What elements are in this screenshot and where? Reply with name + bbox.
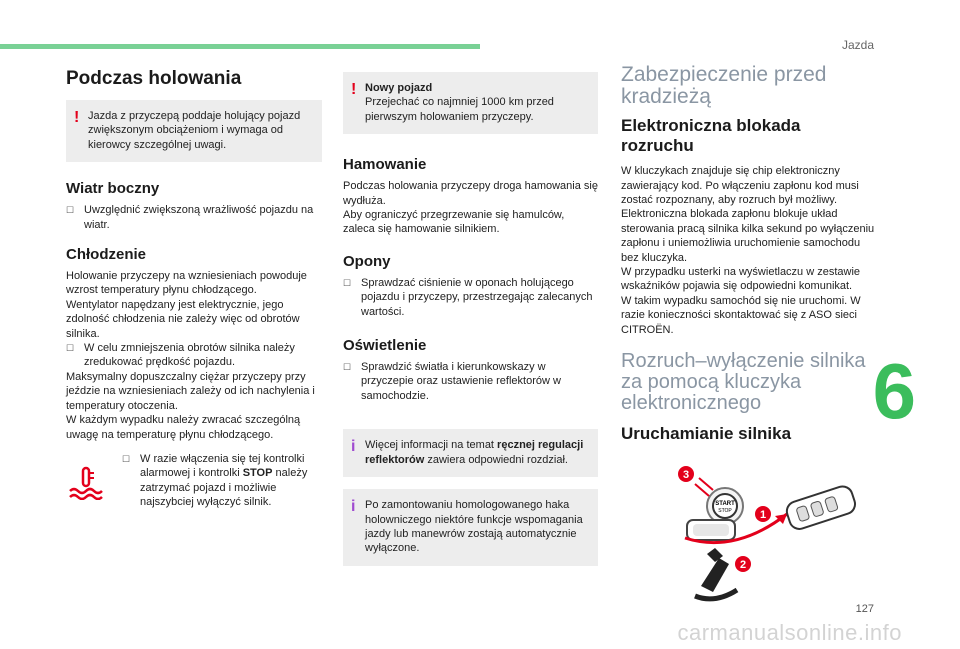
- cooling-paragraph-1: Holowanie przyczepy na wzniesieniach powoduje wzrost temperatury płynu chłodzącego.: [66, 270, 307, 297]
- column-3: [621, 64, 875, 452]
- lighting-bullet: ☐ Sprawdzić światła i kierunkowskazy w przyczepie oraz ustawienie reflektorów w samochodzie.: [343, 361, 561, 402]
- info-icon: i: [351, 498, 356, 516]
- cooling-paragraph-2: Wentylator napędzany jest elektrycznie, jego zdolność chłodzenia nie zależy więc od obrotów silnika.: [66, 298, 300, 340]
- cooling-paragraph-4: W każdym wypadku należy zwracać szczególną uwagę na temperaturę płynu chłodzącego.: [66, 414, 301, 441]
- cooling-bullet: ☐ W celu zmniejszenia obrotów silnika należy zredukować prędkość pojazdu.: [66, 342, 295, 369]
- keyless-start-illustration: [675, 458, 865, 608]
- braking-paragraph-2: Aby ograniczyć przegrzewanie się hamulców, zaleca się hamowanie silnikiem.: [343, 209, 565, 236]
- anti-theft-title: Zabezpieczenie przed kradzieżą: [621, 63, 827, 109]
- bullet-square-icon: ☐: [66, 343, 75, 354]
- watermark: carmanualsonline.info: [677, 620, 902, 645]
- page-number: 127: [855, 603, 874, 615]
- cooling-heading: Chłodzenie: [66, 246, 147, 264]
- bullet-square-icon: ☐: [343, 362, 352, 373]
- engine-start-heading: Uruchamianie silnika: [621, 423, 792, 443]
- warning-exclamation-icon: !: [351, 81, 357, 98]
- coolant-temperature-icon: [66, 452, 122, 518]
- immobilizer-heading: Elektroniczna blokada rozruchu: [621, 116, 801, 156]
- column-1: [66, 64, 322, 518]
- section-label: Jazda: [841, 38, 874, 52]
- svg-text:3: 3: [682, 469, 690, 481]
- bullet-square-icon: ☐: [122, 453, 131, 464]
- stop-label: STOP: [718, 508, 732, 514]
- tyres-bullet: ☐ Sprawdzać ciśnienie w oponach holującego pojazdu i przyczepy, przestrzegając zalecanych wartości.: [343, 276, 593, 318]
- side-wind-heading: Wiatr boczny: [66, 180, 160, 198]
- towbar-info-box: [343, 489, 598, 566]
- towing-warning-box: [66, 100, 322, 162]
- section-progress-bar: [0, 44, 480, 49]
- lighting-heading: Oświetlenie: [343, 337, 427, 355]
- info-icon: i: [351, 438, 356, 456]
- column-2: [343, 72, 598, 584]
- towbar-info-text: Po zamontowaniu homologowanego haka holowniczego niektóre funkcje wspomagania jazdy lub manewrów zostają automatycznie wyłączone.: [365, 499, 583, 555]
- tyres-heading: Opony: [343, 252, 391, 270]
- coolant-warning-bullet: ☐ W razie włączenia się tej kontrolki alarmowej i kontrolki STOP należy zatrzymać pojazd i możliwie najszybciej wyłączyć silnik.: [122, 452, 308, 509]
- bullet-square-icon: ☐: [343, 277, 352, 288]
- coolant-warning-row: [66, 452, 322, 518]
- towing-title: Podczas holowania: [66, 68, 242, 89]
- start-label: START: [715, 501, 735, 507]
- svg-text:2: 2: [739, 559, 747, 571]
- chapter-number: 6: [872, 347, 916, 435]
- side-wind-bullet: ☐ Uwzględnić zwiększoną wrażliwość pojazdu na wiatr.: [66, 204, 314, 231]
- immobilizer-paragraph-3: W przypadku usterki na wyświetlaczu w zestawie wskaźników pojawia się odpowiedni komunikat.: [621, 265, 861, 293]
- new-vehicle-text: Przejechać co najmniej 1000 km przed pierwszym holowaniem przyczepy.: [365, 96, 554, 123]
- cooling-paragraph-3: Maksymalny dopuszczalny ciężar przyczepy przy jeździe na wzniesieniach zależy od ich nachylenia i temperatury otoczenia.: [66, 370, 315, 412]
- brake-pedal-foot-icon: [695, 548, 737, 599]
- towing-warning-text: Jazda z przyczepą poddaje holujący pojazd zwiększonym obciążeniom i wymaga od kierowcy szczególnej uwagi.: [88, 110, 301, 151]
- new-vehicle-title: Nowy pojazd: [365, 82, 433, 94]
- immobilizer-paragraph-2: Elektroniczna blokada zapłonu blokuje układ sterowania pracą silnika kilka sekund po wyłączeniu zapłonu i uniemożliwia uruchomienie samochodu bez kluczyka.: [621, 208, 875, 264]
- new-vehicle-warning-box: [343, 72, 598, 134]
- keyless-start-title: Rozruch–wyłączenie silnika za pomocą kluczyka elektronicznego: [621, 349, 866, 414]
- svg-text:1: 1: [759, 509, 767, 521]
- headlamp-info-box: i Więcej informacji na temat ręcznej regulacji reflektorów zawiera odpowiedni rozdział.: [343, 429, 598, 477]
- bullet-square-icon: ☐: [66, 205, 75, 216]
- immobilizer-paragraph-1: W kluczykach znajduje się chip elektroniczny zawierający kod. Po włączeniu zapłonu kod musi zostać rozpoznany, aby rozruch był możliwy.: [621, 165, 859, 206]
- immobilizer-paragraph-4: W takim wypadku samochód się nie uruchomi. W razie konieczności skontaktować się z ASO sieci CITROËN.: [621, 294, 861, 336]
- braking-heading: Hamowanie: [343, 156, 427, 174]
- braking-paragraph-1: Podczas holowania przyczepy droga hamowania się wydłuża.: [343, 180, 598, 207]
- warning-exclamation-icon: !: [74, 109, 80, 126]
